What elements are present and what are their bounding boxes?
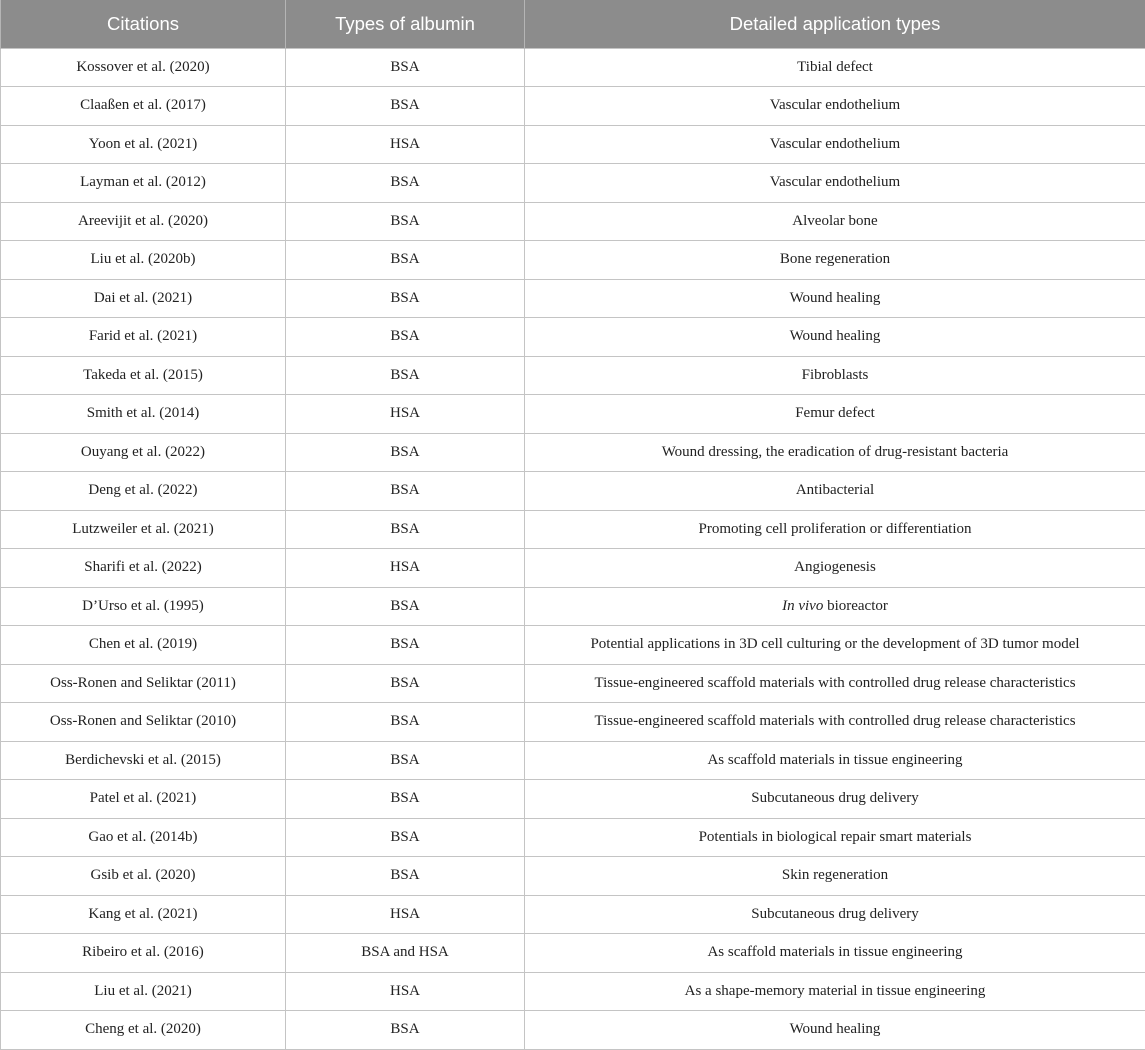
albumin-type-cell: BSA [286,241,525,280]
application-type-cell: Alveolar bone [525,202,1145,241]
albumin-type-cell: BSA [286,87,525,126]
application-type-cell: Tissue-engineered scaffold materials with controlled drug release characteristics [525,703,1145,742]
citation-cell: Farid et al. (2021) [1,318,286,357]
albumin-type-cell: BSA [286,857,525,896]
application-type-cell: Wound healing [525,318,1145,357]
application-type-cell: Bone regeneration [525,241,1145,280]
citation-cell: Kang et al. (2021) [1,895,286,934]
citation-cell: Layman et al. (2012) [1,164,286,203]
table-row [1,972,1145,1011]
albumin-type-cell: BSA [286,818,525,857]
table-row [1,433,1145,472]
citation-cell: D’Urso et al. (1995) [1,587,286,626]
application-type-cell: Skin regeneration [525,857,1145,896]
albumin-type-cell: BSA [286,48,525,87]
application-type-cell: Femur defect [525,395,1145,434]
albumin-type-cell: BSA [286,202,525,241]
citation-cell: Claaßen et al. (2017) [1,87,286,126]
application-type-cell: Tibial defect [525,48,1145,87]
table-row [1,780,1145,819]
application-type-cell: Wound healing [525,279,1145,318]
citation-cell: Gao et al. (2014b) [1,818,286,857]
citation-cell: Smith et al. (2014) [1,395,286,434]
albumin-type-cell: BSA [286,1011,525,1050]
application-type-cell: Potential applications in 3D cell culturing or the development of 3D tumor model [525,626,1145,665]
table-row [1,818,1145,857]
application-type-cell: Promoting cell proliferation or differentiation [525,510,1145,549]
albumin-type-cell: HSA [286,395,525,434]
citation-cell: Liu et al. (2020b) [1,241,286,280]
header-citations: Citations [1,0,286,48]
albumin-type-cell: BSA [286,703,525,742]
albumin-type-cell: HSA [286,549,525,588]
table-row [1,356,1145,395]
table-body [1,48,1145,1049]
application-type-cell: Tissue-engineered scaffold materials with controlled drug release characteristics [525,664,1145,703]
citation-cell: Kossover et al. (2020) [1,48,286,87]
albumin-type-cell: HSA [286,972,525,1011]
citation-cell: Ouyang et al. (2022) [1,433,286,472]
table-row [1,125,1145,164]
citation-cell: Takeda et al. (2015) [1,356,286,395]
table-header [1,0,1145,48]
table-row [1,318,1145,357]
application-type-cell: As scaffold materials in tissue engineering [525,741,1145,780]
citation-cell: Yoon et al. (2021) [1,125,286,164]
albumin-type-cell: BSA [286,626,525,665]
citation-cell: Cheng et al. (2020) [1,1011,286,1050]
table-row [1,1011,1145,1050]
albumin-type-cell: HSA [286,895,525,934]
application-type-cell [525,587,1145,626]
citation-cell: Gsib et al. (2020) [1,857,286,896]
table-row [1,279,1145,318]
citation-cell: Chen et al. (2019) [1,626,286,665]
application-type-cell: Vascular endothelium [525,87,1145,126]
citation-cell: Sharifi et al. (2022) [1,549,286,588]
table-row [1,895,1145,934]
citation-cell: Lutzweiler et al. (2021) [1,510,286,549]
albumin-type-cell: BSA [286,318,525,357]
table-row [1,626,1145,665]
table-row [1,934,1145,973]
table-row [1,87,1145,126]
citation-cell: Patel et al. (2021) [1,780,286,819]
application-type-cell: Potentials in biological repair smart materials [525,818,1145,857]
albumin-type-cell: BSA and HSA [286,934,525,973]
table-row [1,395,1145,434]
table-row [1,549,1145,588]
application-type-cell: Angiogenesis [525,549,1145,588]
table-row [1,587,1145,626]
application-type-cell: Subcutaneous drug delivery [525,895,1145,934]
table-row [1,202,1145,241]
application-type-cell: Subcutaneous drug delivery [525,780,1145,819]
albumin-type-cell: BSA [286,664,525,703]
albumin-type-cell: BSA [286,356,525,395]
table-row [1,48,1145,87]
application-type-cell: As a shape-memory material in tissue engineering [525,972,1145,1011]
header-application-type: Detailed application types [525,0,1145,48]
albumin-type-cell: BSA [286,472,525,511]
header-albumin-type: Types of albumin [286,0,525,48]
application-type-cell: Fibroblasts [525,356,1145,395]
albumin-type-cell: BSA [286,164,525,203]
albumin-type-cell: BSA [286,279,525,318]
application-type-cell: Vascular endothelium [525,164,1145,203]
application-text: bioreactor [823,598,888,614]
citation-cell: Berdichevski et al. (2015) [1,741,286,780]
application-italic-text: In vivo [782,598,823,614]
albumin-type-cell: HSA [286,125,525,164]
citation-cell: Areevijit et al. (2020) [1,202,286,241]
table-row [1,664,1145,703]
citation-cell: Liu et al. (2021) [1,972,286,1011]
application-type-cell: Antibacterial [525,472,1145,511]
albumin-type-cell: BSA [286,587,525,626]
table-row [1,703,1145,742]
application-type-cell: As scaffold materials in tissue engineering [525,934,1145,973]
header-row [1,0,1145,48]
albumin-type-cell: BSA [286,510,525,549]
application-type-cell: Wound dressing, the eradication of drug-resistant bacteria [525,433,1145,472]
albumin-type-cell: BSA [286,780,525,819]
citation-cell: Oss-Ronen and Seliktar (2010) [1,703,286,742]
table-row [1,741,1145,780]
table-row [1,472,1145,511]
table-row [1,857,1145,896]
albumin-type-cell: BSA [286,433,525,472]
citation-cell: Ribeiro et al. (2016) [1,934,286,973]
citation-cell: Deng et al. (2022) [1,472,286,511]
citation-cell: Oss-Ronen and Seliktar (2011) [1,664,286,703]
application-type-cell: Vascular endothelium [525,125,1145,164]
table-row [1,164,1145,203]
table-row [1,510,1145,549]
albumin-type-cell: BSA [286,741,525,780]
application-type-cell: Wound healing [525,1011,1145,1050]
table-row [1,241,1145,280]
citation-cell: Dai et al. (2021) [1,279,286,318]
